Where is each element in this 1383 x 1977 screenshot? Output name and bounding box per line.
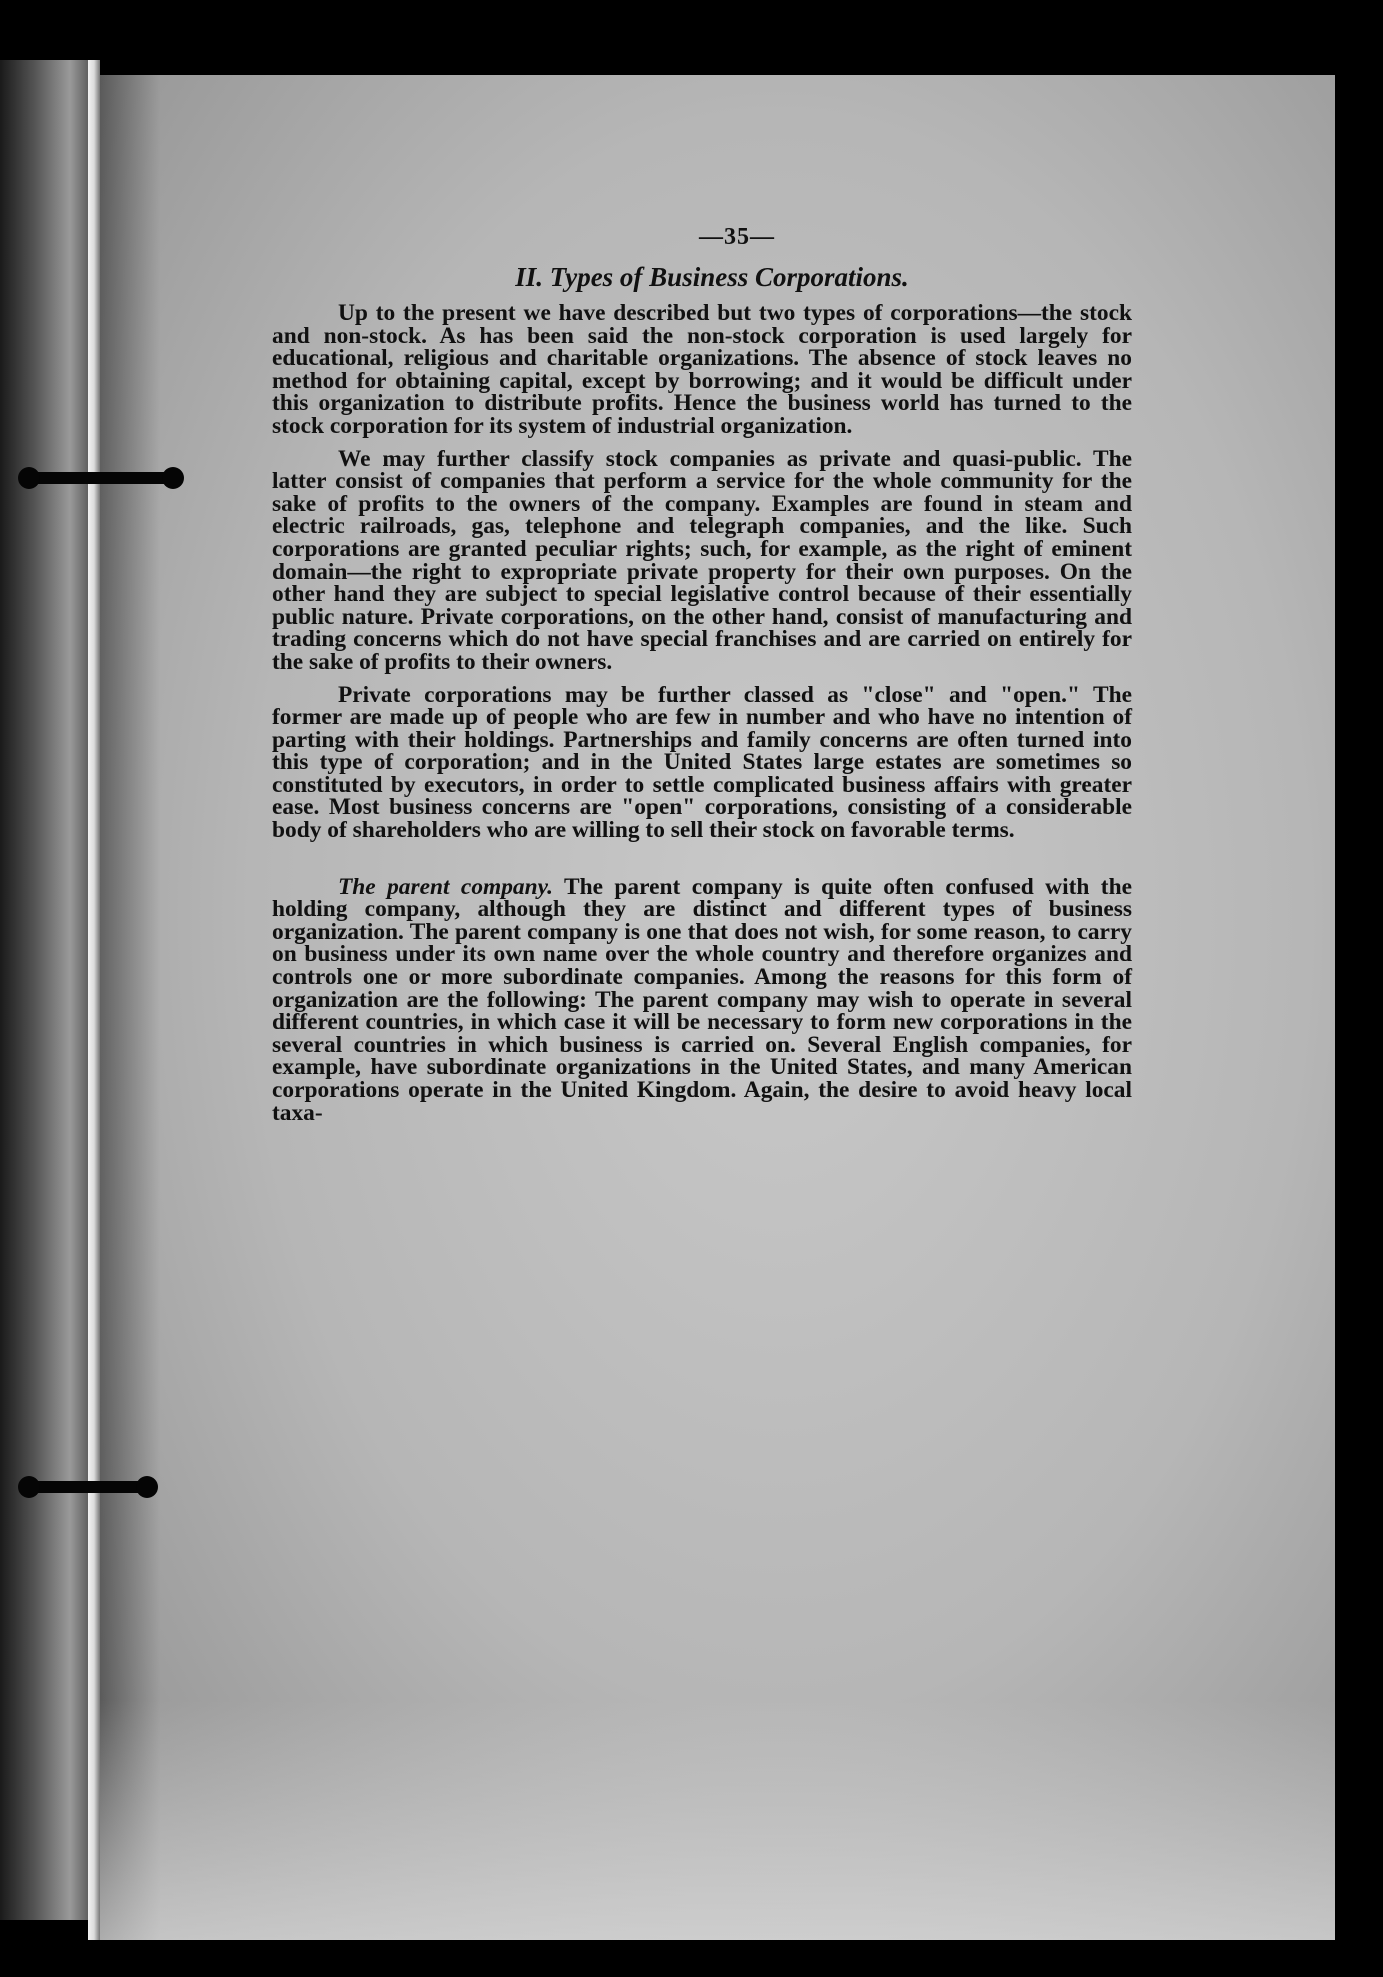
- paragraph-parent-company: [272, 873, 1132, 1126]
- binding-tack-lower-head: [18, 1476, 40, 1498]
- page-gutter-shadow: [100, 75, 160, 1940]
- binding-tack-upper-head: [18, 467, 40, 489]
- binding-tack-upper: [22, 472, 182, 484]
- paragraph-private-quasi-public: We may further classify stock companies as private and quasi-public. The latter consist of companies that perform a service for the whole community for the sake of profits to the owners of the company. Examples are found in steam and electric railroads, gas, telephone and telegraph companies, and the like. Such corporations are granted peculiar rights; such, for example, as the right of eminent domain—the right to expropriate private property for their own purposes. On the other hand they are subject to special legislative control because of their essentially public nature. Private corporations, on the other hand, consist of manufacturing and trading concerns which do not have special franchises and are carried on entirely for the sake of profits to their owners.: [272, 445, 1132, 675]
- section-title: II. Types of Business Corporations.: [515, 262, 909, 292]
- binding-tack-lower-tip: [136, 1476, 158, 1498]
- page-bottom-fade: [100, 1700, 1335, 1940]
- paragraph-types-intro: Up to the present we have described but two types of corporations—the stock and non-stock. As has been said the non-stock corporation is used largely for educational, religious and charitable organizations. The absence of stock leaves no method for obtaining capital, except by borrowing; and it would be difficult under this organization to distribute profits. Hence the business world has turned to the stock corporation for its system of industrial organization.: [272, 300, 1132, 439]
- binding-tack-upper-tip: [162, 467, 184, 489]
- parent-company-body: The parent company is quite often confused with the holding company, although they are distinct and different types of business organization. The parent company is one that does not wish, for some reason, to carry on business under its own name over the whole country and therefore organizes and controls one or more subordinate companies. Among the reasons for this form of organization are the following: The parent company may wish to operate in several different countries, in which case it will be necessary to form new corporations in the several countries in which business is carried on. Several English companies, for example, have subordinate organizations in the United States, and many American corporations operate in the United Kingdom. Again, the desire to avoid heavy local taxa-: [272, 873, 1132, 1126]
- binding-line: [88, 60, 100, 1940]
- page-number: —35—: [699, 224, 775, 250]
- book-spine-edge: [0, 60, 100, 1920]
- paragraph-close-open: Private corporations may be further classed as "close" and "open." The former are made up of people who are few in number and who have no intention of parting with their holdings. Partnerships and family concerns are often turned into this type of corporation; and in the United States large estates are sometimes so constituted by executors, in order to settle complicated business affairs with greater ease. Most business concerns are "open" corporations, consisting of a considerable body of shareholders who are willing to sell their stock on favorable terms.: [272, 681, 1132, 844]
- text-column: [272, 222, 1132, 1134]
- parent-company-heading: The parent company.: [338, 873, 553, 900]
